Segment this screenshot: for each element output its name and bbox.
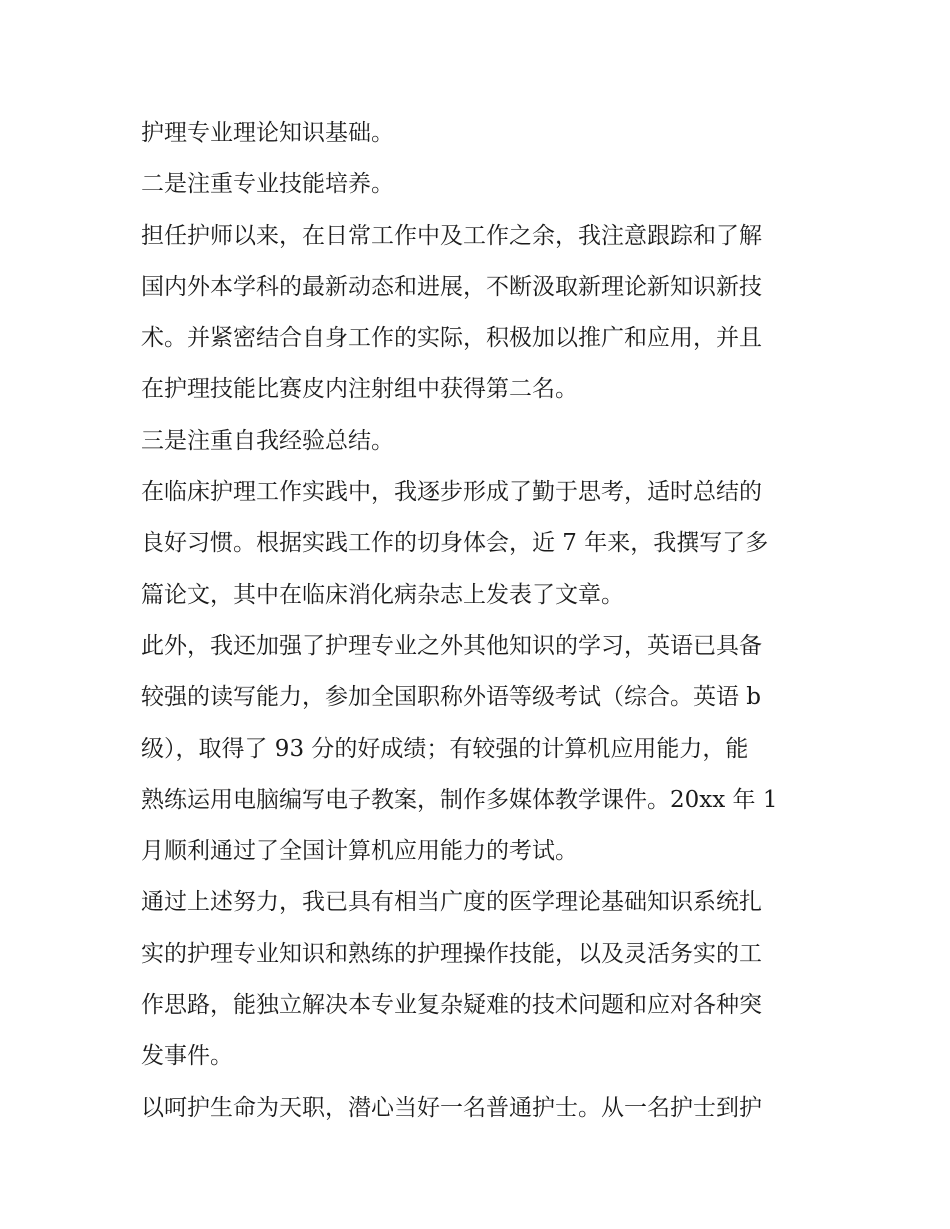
text-line: 作思路，能独立解决本专业复杂疑难的技术问题和应对各种突 [141, 992, 762, 1019]
text-line: 发事件。 [141, 1043, 233, 1070]
text-line: 护理专业理论知识基础。 [141, 120, 394, 146]
text-line: 熟练运用电脑编写电子教案，制作多媒体教学课件。20xx 年 1 [141, 786, 778, 813]
text-line: 级），取得了 93 分的好成绩；有较强的计算机应用能力，能 [141, 735, 749, 762]
text-line: 实的护理专业知识和熟练的护理操作技能，以及灵活务实的工 [141, 940, 762, 967]
text-line: 术。并紧密结合自身工作的实际，积极加以推广和应用，并且 [141, 325, 762, 352]
text-line: 国内外本学科的最新动态和进展，不断汲取新理论新知识新技 [141, 273, 762, 300]
text-line: 较强的读写能力，参加全国职称外语等级考试（综合。英语 b [141, 684, 762, 711]
text-line: 以呵护生命为天职，潜心当好一名普通护士。从一名护士到护 [141, 1094, 762, 1121]
text-line: 担任护师以来，在日常工作中及工作之余，我注意跟踪和了解 [141, 222, 762, 249]
text-line: 在临床护理工作实践中，我逐步形成了勤于思考，适时总结的 [141, 479, 762, 506]
text-line: 篇论文，其中在临床消化病杂志上发表了文章。 [141, 581, 624, 608]
document-body [141, 108, 821, 1134]
text-line: 良好习惯。根据实践工作的切身体会，近 7 年来，我撰写了多 [141, 530, 769, 557]
text-line: 通过上述努力，我已具有相当广度的医学理论基础知识系统扎 [141, 889, 762, 916]
section-heading: 三是注重自我经验总结。 [141, 427, 394, 454]
text-line: 在护理技能比赛皮内注射组中获得第二名。 [141, 376, 578, 403]
text-line: 月顺利通过了全国计算机应用能力的考试。 [141, 838, 578, 865]
section-heading: 二是注重专业技能培养。 [141, 171, 394, 198]
text-line: 此外，我还加强了护理专业之外其他知识的学习，英语已具备 [141, 632, 762, 659]
